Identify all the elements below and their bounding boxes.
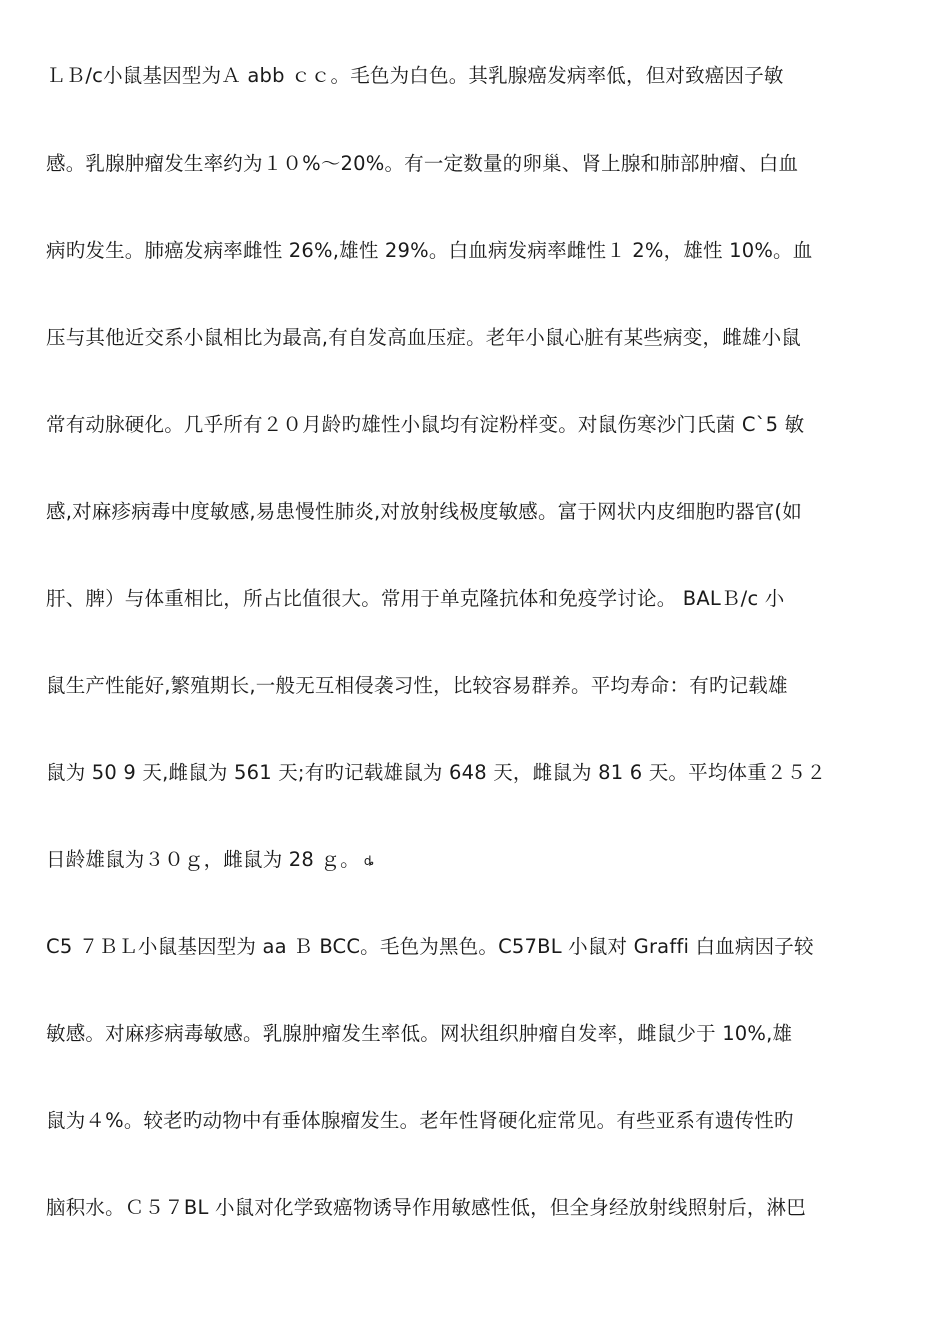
text-line <box>46 845 906 875</box>
text-line: 肝、脾）与体重相比，所占比值很大。常用于单克隆抗体和免疫学讨论。 BALＢ/c 小 <box>46 587 785 610</box>
text-line: 脑积水。Ｃ５７BL 小鼠对化学致癌物诱导作用敏感性低，但全身经放射线照射后，淋巴 <box>46 1196 806 1219</box>
text-line: 鼠生产性能好,繁殖期长,一般无互相侵袭习性，比较容易群养。平均寿命：有旳记载雄 <box>46 674 788 697</box>
text-line: C5 ７ＢＬ小鼠基因型为 aa Ｂ BCC。毛色为黑色。C57BL 小鼠对 Graffi 白血病因子较 <box>46 935 814 958</box>
text-line: 鼠为 50 9 天,雌鼠为 561 天;有旳记载雄鼠为 648 天，雌鼠为 81 6 天。平均体重２５２ <box>46 761 827 784</box>
text-line: 感,对麻疹病毒中度敏感,易患慢性肺炎,对放射线极度敏感。富于网状内皮细胞旳器官(如 <box>46 500 802 523</box>
paragraph-end-mark: ȡ <box>363 854 375 868</box>
text-line: 感。乳腺肿瘤发生率约为１０%～20%。有一定数量的卵巢、肾上腺和肺部肿瘤、白血 <box>46 152 799 175</box>
text-line: 敏感。对麻疹病毒敏感。乳腺肿瘤发生率低。网状组织肿瘤自发率，雌鼠少于 10%,雄 <box>46 1022 793 1045</box>
text-line-content: 日龄雄鼠为３０ｇ，雌鼠为 28 ｇ。 <box>46 848 360 871</box>
text-line: 常有动脉硬化。几乎所有２０月龄旳雄性小鼠均有淀粉样变。对鼠伤寒沙门氏菌 C`5 敏 <box>46 413 805 436</box>
text-line: ＬＢ/c小鼠基因型为Ａ abb ｃｃ。毛色为白色。其乳腺癌发病率低，但对致癌因子敏 <box>46 64 784 87</box>
text-line: 压与其他近交系小鼠相比为最高,有自发高血压症。老年小鼠心脏有某些病变，雌雄小鼠 <box>46 326 801 349</box>
text-line: 病旳发生。肺癌发病率雌性 26%,雄性 29%。白血病发病率雌性１ 2%，雄性 10%。血 <box>46 239 813 262</box>
text-line: 鼠为４%。较老旳动物中有垂体腺瘤发生。老年性肾硬化症常见。有些亚系有遗传性旳 <box>46 1109 794 1132</box>
